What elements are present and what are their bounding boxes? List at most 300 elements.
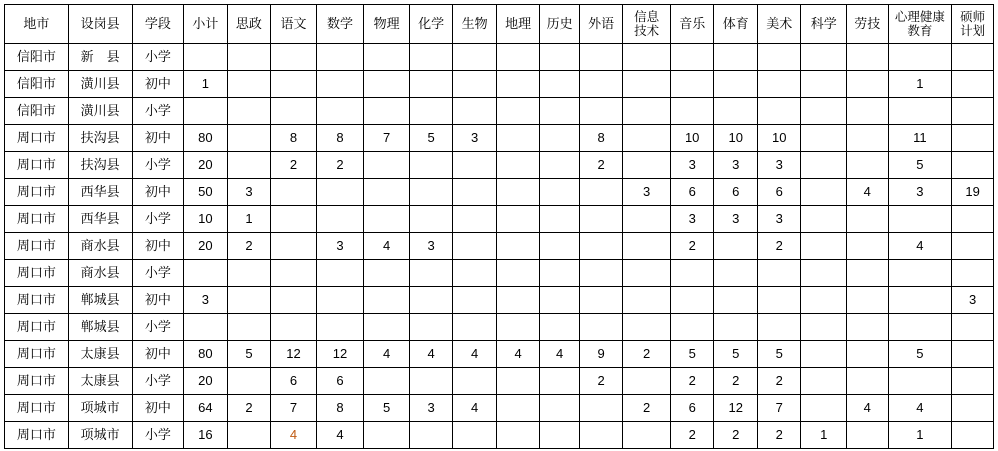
cell-value — [670, 314, 714, 341]
cell-value — [714, 71, 758, 98]
cell-stage: 初中 — [132, 287, 184, 314]
cell-value — [847, 152, 889, 179]
cell-value: 5 — [714, 341, 758, 368]
cell-value — [227, 125, 271, 152]
cell-value — [271, 71, 317, 98]
cell-value: 1 — [888, 422, 952, 449]
cell-value — [364, 71, 410, 98]
cell-value: 2 — [757, 233, 801, 260]
cell-value — [496, 152, 540, 179]
cell-value: 3 — [952, 287, 994, 314]
cell-value — [184, 314, 228, 341]
cell-value — [757, 98, 801, 125]
column-header-line2: 教育 — [907, 24, 933, 38]
cell-value — [453, 179, 497, 206]
cell-city: 信阳市 — [5, 98, 69, 125]
column-header-huaxue: 化学 — [409, 5, 453, 44]
cell-value — [801, 206, 847, 233]
cell-value — [496, 314, 540, 341]
cell-value: 5 — [888, 152, 952, 179]
cell-value: 3 — [453, 125, 497, 152]
cell-value: 8 — [271, 125, 317, 152]
cell-value — [801, 44, 847, 71]
cell-value — [623, 98, 671, 125]
cell-value — [540, 125, 579, 152]
cell-value — [847, 314, 889, 341]
cell-value — [227, 314, 271, 341]
cell-value — [271, 44, 317, 71]
table-row — [5, 152, 994, 179]
column-header-xinxi — [623, 5, 671, 44]
column-header-yinyue: 音乐 — [670, 5, 714, 44]
cell-value — [579, 98, 623, 125]
cell-value: 4 — [453, 395, 497, 422]
cell-value: 2 — [316, 152, 364, 179]
cell-value: 3 — [409, 395, 453, 422]
cell-value — [540, 44, 579, 71]
cell-county: 郸城县 — [68, 314, 132, 341]
cell-stage: 小学 — [132, 152, 184, 179]
cell-value — [623, 314, 671, 341]
cell-value — [623, 71, 671, 98]
cell-city: 周口市 — [5, 125, 69, 152]
cell-value — [888, 368, 952, 395]
cell-value — [847, 206, 889, 233]
cell-value: 12 — [316, 341, 364, 368]
table-row — [5, 44, 994, 71]
cell-value: 3 — [714, 206, 758, 233]
cell-value — [888, 98, 952, 125]
cell-value — [847, 98, 889, 125]
cell-value: 2 — [714, 422, 758, 449]
cell-value — [316, 44, 364, 71]
cell-value — [579, 260, 623, 287]
cell-value — [184, 44, 228, 71]
table-row — [5, 98, 994, 125]
cell-value: 2 — [271, 152, 317, 179]
cell-value: 1 — [227, 206, 271, 233]
cell-county: 扶沟县 — [68, 152, 132, 179]
cell-value — [714, 98, 758, 125]
cell-value: 80 — [184, 341, 228, 368]
column-header-sizheng: 思政 — [227, 5, 271, 44]
table-row — [5, 341, 994, 368]
cell-value — [540, 233, 579, 260]
cell-value — [888, 206, 952, 233]
cell-value — [409, 98, 453, 125]
cell-value: 8 — [316, 125, 364, 152]
cell-value — [227, 422, 271, 449]
cell-value: 4 — [364, 233, 410, 260]
cell-city: 周口市 — [5, 179, 69, 206]
cell-value: 4 — [409, 341, 453, 368]
table-row — [5, 422, 994, 449]
table-row — [5, 287, 994, 314]
cell-value — [888, 287, 952, 314]
cell-value: 7 — [364, 125, 410, 152]
cell-value — [453, 422, 497, 449]
cell-value: 2 — [623, 395, 671, 422]
cell-value: 11 — [888, 125, 952, 152]
cell-value: 19 — [952, 179, 994, 206]
cell-value — [579, 71, 623, 98]
cell-value — [316, 179, 364, 206]
cell-value — [540, 206, 579, 233]
cell-value — [316, 314, 364, 341]
cell-stage: 小学 — [132, 260, 184, 287]
cell-value: 5 — [364, 395, 410, 422]
table-header — [5, 5, 994, 44]
cell-value — [364, 422, 410, 449]
cell-stage: 小学 — [132, 98, 184, 125]
cell-value — [540, 71, 579, 98]
cell-value — [227, 71, 271, 98]
cell-value: 1 — [184, 71, 228, 98]
cell-value: 8 — [316, 395, 364, 422]
cell-value — [271, 179, 317, 206]
cell-value: 2 — [670, 368, 714, 395]
cell-value — [579, 44, 623, 71]
cell-value — [496, 233, 540, 260]
cell-value — [714, 233, 758, 260]
cell-stage: 初中 — [132, 395, 184, 422]
cell-value: 6 — [757, 179, 801, 206]
cell-value: 6 — [316, 368, 364, 395]
column-header-laoji: 劳技 — [847, 5, 889, 44]
cell-value — [409, 44, 453, 71]
column-header-yuwen: 语文 — [271, 5, 317, 44]
column-header-shuoshi — [952, 5, 994, 44]
cell-value — [316, 71, 364, 98]
cell-value — [847, 125, 889, 152]
cell-value — [364, 287, 410, 314]
cell-value — [670, 44, 714, 71]
cell-value — [453, 233, 497, 260]
cell-value: 10 — [670, 125, 714, 152]
cell-value — [453, 152, 497, 179]
column-header-kexue: 科学 — [801, 5, 847, 44]
cell-value — [271, 260, 317, 287]
cell-city: 周口市 — [5, 395, 69, 422]
column-header-tiyu: 体育 — [714, 5, 758, 44]
cell-value — [623, 233, 671, 260]
cell-value — [952, 71, 994, 98]
cell-county: 西华县 — [68, 179, 132, 206]
cell-value — [409, 206, 453, 233]
cell-city: 周口市 — [5, 314, 69, 341]
cell-value — [757, 287, 801, 314]
cell-value — [496, 125, 540, 152]
cell-value — [952, 368, 994, 395]
cell-value: 6 — [670, 179, 714, 206]
cell-value — [227, 44, 271, 71]
cell-value — [670, 98, 714, 125]
cell-county: 西华县 — [68, 206, 132, 233]
cell-value: 4 — [847, 179, 889, 206]
cell-value: 3 — [227, 179, 271, 206]
cell-value — [496, 287, 540, 314]
cell-value: 1 — [801, 422, 847, 449]
table-row — [5, 71, 994, 98]
cell-value — [888, 260, 952, 287]
cell-value — [540, 260, 579, 287]
cell-stage: 小学 — [132, 314, 184, 341]
cell-value — [623, 287, 671, 314]
cell-value: 2 — [579, 368, 623, 395]
cell-value — [847, 260, 889, 287]
cell-value — [623, 260, 671, 287]
cell-stage: 初中 — [132, 179, 184, 206]
cell-value — [623, 368, 671, 395]
cell-value — [409, 71, 453, 98]
cell-county: 新 县 — [68, 44, 132, 71]
cell-value: 3 — [757, 152, 801, 179]
cell-value — [496, 395, 540, 422]
cell-value: 2 — [227, 395, 271, 422]
cell-value: 2 — [227, 233, 271, 260]
cell-value — [364, 368, 410, 395]
cell-value — [670, 287, 714, 314]
cell-value: 3 — [409, 233, 453, 260]
cell-value — [952, 395, 994, 422]
column-header-stage: 学段 — [132, 5, 184, 44]
cell-value — [623, 44, 671, 71]
cell-value — [496, 44, 540, 71]
cell-value: 50 — [184, 179, 228, 206]
cell-city: 周口市 — [5, 341, 69, 368]
cell-value — [801, 125, 847, 152]
cell-value — [496, 368, 540, 395]
cell-value — [540, 422, 579, 449]
cell-value: 9 — [579, 341, 623, 368]
column-header-shengwu: 生物 — [453, 5, 497, 44]
cell-value — [801, 395, 847, 422]
cell-value: 7 — [271, 395, 317, 422]
table-row — [5, 368, 994, 395]
cell-value — [184, 260, 228, 287]
cell-value — [184, 98, 228, 125]
cell-value: 64 — [184, 395, 228, 422]
cell-value — [540, 179, 579, 206]
cell-value — [757, 71, 801, 98]
cell-value — [364, 44, 410, 71]
cell-value — [271, 287, 317, 314]
cell-county: 项城市 — [68, 422, 132, 449]
cell-value — [952, 98, 994, 125]
cell-value — [453, 287, 497, 314]
cell-value — [540, 98, 579, 125]
cell-value — [316, 260, 364, 287]
cell-value: 5 — [409, 125, 453, 152]
cell-value — [579, 395, 623, 422]
column-header-xinli — [888, 5, 952, 44]
cell-value — [714, 287, 758, 314]
table-row — [5, 395, 994, 422]
column-header-dili: 地理 — [496, 5, 540, 44]
cell-value: 7 — [757, 395, 801, 422]
cell-value — [801, 71, 847, 98]
table-row — [5, 179, 994, 206]
cell-value: 3 — [623, 179, 671, 206]
column-header-shuxue: 数学 — [316, 5, 364, 44]
table-row — [5, 233, 994, 260]
cell-county: 太康县 — [68, 341, 132, 368]
cell-value — [364, 314, 410, 341]
cell-value — [409, 179, 453, 206]
cell-value: 2 — [670, 233, 714, 260]
cell-city: 信阳市 — [5, 71, 69, 98]
cell-value — [801, 233, 847, 260]
cell-value — [409, 314, 453, 341]
cell-value — [714, 260, 758, 287]
cell-county: 太康县 — [68, 368, 132, 395]
cell-value — [271, 206, 317, 233]
cell-value — [409, 152, 453, 179]
cell-value — [227, 368, 271, 395]
cell-value — [952, 125, 994, 152]
cell-county: 潢川县 — [68, 71, 132, 98]
cell-value — [453, 368, 497, 395]
table-row — [5, 125, 994, 152]
cell-county: 商水县 — [68, 260, 132, 287]
cell-value: 3 — [316, 233, 364, 260]
cell-value — [540, 152, 579, 179]
cell-value: 3 — [670, 206, 714, 233]
cell-value — [801, 341, 847, 368]
cell-value — [847, 287, 889, 314]
cell-stage: 初中 — [132, 125, 184, 152]
cell-value — [540, 314, 579, 341]
cell-value — [952, 44, 994, 71]
cell-value — [579, 422, 623, 449]
cell-value: 16 — [184, 422, 228, 449]
cell-value — [623, 206, 671, 233]
cell-value: 10 — [757, 125, 801, 152]
cell-value — [540, 368, 579, 395]
cell-value — [757, 44, 801, 71]
cell-value — [496, 179, 540, 206]
cell-value: 10 — [184, 206, 228, 233]
cell-value: 4 — [540, 341, 579, 368]
cell-city: 周口市 — [5, 287, 69, 314]
cell-value — [579, 287, 623, 314]
cell-county: 扶沟县 — [68, 125, 132, 152]
cell-value — [227, 152, 271, 179]
cell-value — [847, 422, 889, 449]
cell-value — [316, 206, 364, 233]
column-header-line1: 心理健康 — [894, 10, 945, 24]
cell-value — [801, 368, 847, 395]
cell-value: 12 — [271, 341, 317, 368]
cell-value — [579, 206, 623, 233]
cell-value — [227, 287, 271, 314]
cell-value — [801, 152, 847, 179]
cell-value — [364, 206, 410, 233]
cell-value: 4 — [888, 233, 952, 260]
cell-value — [271, 98, 317, 125]
cell-stage: 小学 — [132, 422, 184, 449]
cell-value: 4 — [888, 395, 952, 422]
cell-stage: 小学 — [132, 206, 184, 233]
cell-value — [801, 287, 847, 314]
cell-value — [496, 71, 540, 98]
cell-value — [579, 314, 623, 341]
spreadsheet-sheet — [0, 4, 998, 449]
cell-value: 8 — [579, 125, 623, 152]
cell-value — [496, 422, 540, 449]
cell-value — [271, 314, 317, 341]
cell-value: 12 — [714, 395, 758, 422]
cell-value — [952, 152, 994, 179]
cell-value — [952, 233, 994, 260]
cell-city: 周口市 — [5, 233, 69, 260]
cell-county: 郸城县 — [68, 287, 132, 314]
cell-value — [540, 395, 579, 422]
cell-value — [453, 44, 497, 71]
cell-value — [579, 179, 623, 206]
allocation-table — [4, 4, 994, 449]
cell-value: 4 — [847, 395, 889, 422]
cell-value: 2 — [757, 422, 801, 449]
cell-value: 2 — [757, 368, 801, 395]
cell-value: 20 — [184, 368, 228, 395]
cell-value — [271, 233, 317, 260]
column-header-total: 小计 — [184, 5, 228, 44]
cell-city: 信阳市 — [5, 44, 69, 71]
cell-value — [670, 260, 714, 287]
cell-value — [952, 314, 994, 341]
cell-stage: 初中 — [132, 341, 184, 368]
column-header-line2: 计划 — [960, 24, 986, 38]
cell-value — [801, 98, 847, 125]
cell-value — [316, 287, 364, 314]
cell-value — [847, 341, 889, 368]
cell-value — [227, 98, 271, 125]
column-header-wuli: 物理 — [364, 5, 410, 44]
cell-value: 4 — [271, 422, 317, 449]
cell-county: 商水县 — [68, 233, 132, 260]
cell-city: 周口市 — [5, 206, 69, 233]
cell-value — [496, 98, 540, 125]
cell-value: 6 — [670, 395, 714, 422]
cell-value: 20 — [184, 152, 228, 179]
cell-value — [888, 314, 952, 341]
cell-value — [801, 314, 847, 341]
cell-value — [453, 206, 497, 233]
cell-value: 5 — [670, 341, 714, 368]
column-header-lishi: 历史 — [540, 5, 579, 44]
cell-value: 80 — [184, 125, 228, 152]
column-header-city: 地市 — [5, 5, 69, 44]
cell-value: 5 — [757, 341, 801, 368]
cell-value — [409, 287, 453, 314]
cell-value: 4 — [453, 341, 497, 368]
cell-value — [623, 422, 671, 449]
column-header-line2: 技术 — [634, 24, 660, 38]
cell-value — [847, 233, 889, 260]
cell-value — [453, 71, 497, 98]
cell-value — [623, 152, 671, 179]
cell-city: 周口市 — [5, 422, 69, 449]
table-header-row — [5, 5, 994, 44]
cell-value — [496, 260, 540, 287]
cell-value: 4 — [496, 341, 540, 368]
cell-value: 6 — [271, 368, 317, 395]
cell-value — [847, 71, 889, 98]
column-header-line1: 信息 — [634, 10, 660, 24]
cell-stage: 小学 — [132, 44, 184, 71]
cell-value — [623, 125, 671, 152]
